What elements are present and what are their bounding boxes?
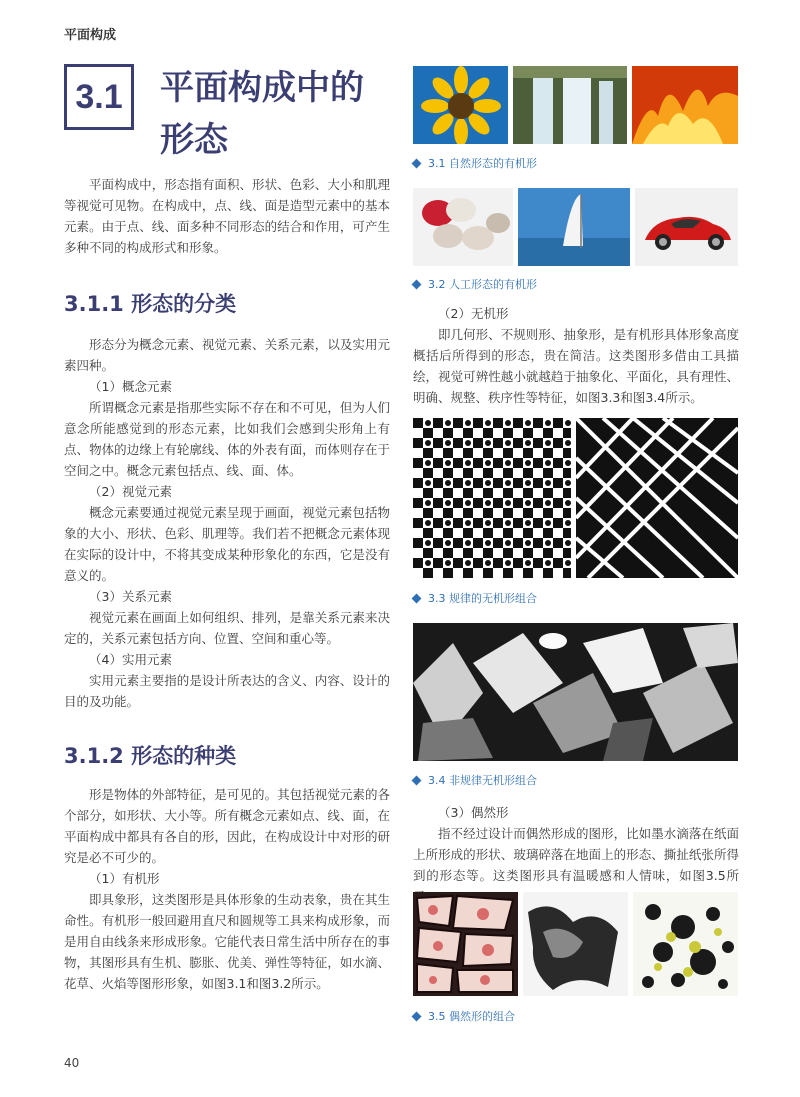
section-heading-types: 3.1.2 形态的种类 (64, 744, 237, 768)
section1-intro: 形态分为概念元素、视觉元素、关系元素，以及实用元素四种。 (64, 337, 390, 373)
caption-figure-3-2 (413, 276, 537, 292)
figure-3-1-image (413, 66, 738, 144)
figure-3-3-image (413, 418, 738, 578)
concept-element-text: 所谓概念元素是指那些实际不存在和不可见，但为人们意念所能感觉到的形态元素，比如我们会感到尖形角上有点、物体的边缘上有轮廓线、体的外表有面，而体则存在于空间之中。概念元素包括点、线、面、体。 (64, 400, 390, 478)
caption-figure-3-3 (413, 590, 537, 606)
figure-3-4 (413, 623, 738, 761)
figure-3-5-image (413, 892, 738, 996)
caption-figure-3-1 (413, 155, 537, 171)
concept-element-label: （1）概念元素 (89, 379, 172, 394)
chapter-number-box: 3.1 (64, 64, 134, 130)
caption-figure-3-4 (413, 772, 537, 788)
practical-element-label: （4）实用元素 (89, 652, 172, 667)
section2-intro: 形是物体的外部特征，是可见的。其包括视觉元素的各个部分，如形状、大小等。所有概念元素如点、线、面，在平面构成中都具有各自的形，因此，在构成设计中对形的研究是必不可少的。 (64, 787, 390, 865)
relation-element-label: （3）关系元素 (89, 589, 172, 604)
accidental-form-text: 指不经过设计而偶然形成的图形，比如墨水滴落在纸面上所形成的形状、玻璃碎落在地面上的形态、撕扯纸张所得到的形态等。这类图形具有温暖感和人情味，如图3.5所 (413, 826, 739, 883)
section-heading-classification: 3.1.1 形态的分类 (64, 292, 237, 316)
caption-bullet-icon (412, 1011, 422, 1021)
caption-text: 3.5 偶然形的组合 (428, 1010, 515, 1023)
figure-3-1 (413, 66, 738, 144)
inorganic-form-block (413, 303, 739, 408)
page-number: 40 (64, 1056, 80, 1070)
chapter-title (160, 62, 400, 166)
caption-bullet-icon (412, 593, 422, 603)
chapter-title-line1: 平面构成中的 (160, 68, 364, 108)
caption-text: 3.3 规律的无机形组合 (428, 592, 537, 605)
relation-element-text: 视觉元素在画面上如何组织、排列，是靠关系元素来决定的，关系元素包括方向、位置、空间和重心等。 (64, 610, 390, 646)
figure-3-4-image (413, 623, 738, 761)
visual-element-text: 概念元素要通过视觉元素呈现于画面，视觉元素包括物象的大小、形状、色彩、肌理等。我们若不把概念元素体现在实际的设计中，不将其变成某种形象化的东西，它是没有意义的。 (64, 505, 390, 583)
caption-text: 3.1 自然形态的有机形 (428, 157, 537, 170)
figure-3-5 (413, 892, 738, 996)
chapter-title-line2: 形态 (160, 120, 228, 160)
caption-figure-3-5 (413, 1008, 515, 1024)
caption-bullet-icon (412, 279, 422, 289)
figure-3-2 (413, 188, 738, 266)
accidental-form-label: （3）偶然形 (438, 805, 509, 820)
caption-text: 3.2 人工形态的有机形 (428, 278, 537, 291)
inorganic-form-label: （2）无机形 (438, 306, 509, 321)
caption-bullet-icon (412, 158, 422, 168)
inorganic-form-text: 即几何形、不规则形、抽象形，是有机形具体形象高度概括后所得到的形态，贵在简洁。这类图形多借由工具描绘，视觉可辨性越小就越趋于抽象化、平面化，具有理性、明确、规整、秩序性等特征，如图3.3和图3.4所示。 (413, 327, 739, 405)
organic-form-text: 即具象形，这类图形是具体形象的生动表象，贵在其生命性。有机形一般回避用直尺和圆规等工具来构成形象，而是用自由线条来形成形象。它能代表日常生活中所存在的事物，其图形具有生机、膨胀、优美、弹性等特征，如水滴、花草、火焰等图形形象，如图3.1和图3.2所示。 (64, 892, 390, 991)
figure-3-3 (413, 418, 738, 578)
intro-paragraph: 平面构成中，形态指有面积、形状、色彩、大小和肌理等视觉可见物。在构成中，点、线、面是造型元素中的基本元素。由于点、线、面多种不同形态的结合和作用，可产生多种不同的构成形式和形象。 (64, 177, 390, 255)
caption-text: 3.4 非规律无机形组合 (428, 774, 537, 787)
practical-element-text: 实用元素主要指的是设计所表达的含义、内容、设计的目的及功能。 (64, 673, 390, 709)
figure-3-2-image (413, 188, 738, 266)
running-head: 平面构成 (64, 28, 117, 43)
organic-form-label: （1）有机形 (89, 871, 160, 886)
left-column (64, 174, 390, 994)
visual-element-label: （2）视觉元素 (89, 484, 172, 499)
caption-bullet-icon (412, 775, 422, 785)
